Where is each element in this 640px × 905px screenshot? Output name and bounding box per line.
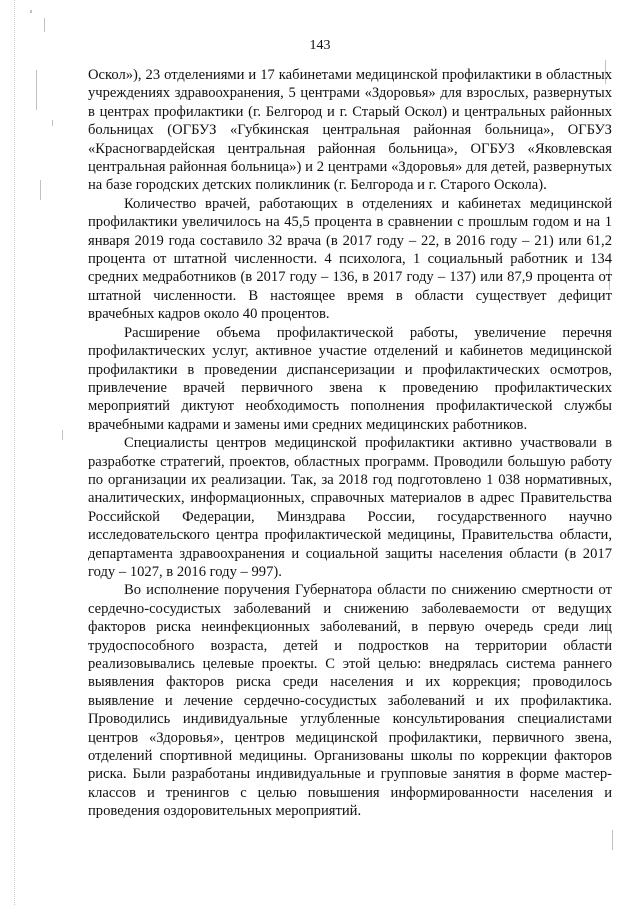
paragraph: Специалисты центров медицинской профилактики активно участвовали в разработке стратегий, проектов, областных программ. Проводили большую работу по организации их реализации. Так, за 2018 год подготовлено 1 038 нормативных, аналитических, информационных, справочных материалов в адрес Правительства Российской Федерации, Минздрава России, государственного научно исследовательского центра профилактической медицины, Правительства области, департамента здравоохранения и социальной защиты населения области (в 2017 году – 1027, в 2016 году – 997). xyxy=(88,435,612,580)
scan-noise xyxy=(44,18,45,32)
scan-noise xyxy=(62,430,63,440)
document-body xyxy=(88,66,612,821)
paragraph: Количество врачей, работающих в отделениях и кабинетах медицинской профилактики увеличилось на 45,5 процента в сравнении с прошлым годом и на 1 января 2019 года составило 32 врача (в 2017 году – 22, в 2016 году – 21) или 61,2 процента от штатной численности. 4 психолога, 1 социальный работник и 134 средних медработников (в 2017 году – 136, в 2017 году – 137) или 87,9 процента от штатной численности. В настоящее время в области существует дефицит врачебных кадров около 40 процентов. xyxy=(88,195,612,323)
scan-noise xyxy=(30,10,32,13)
page-number: 143 xyxy=(309,38,331,53)
scan-noise xyxy=(36,70,37,110)
paragraph: Расширение объема профилактической работы, увеличение перечня профилактических услуг, активное участие отделений и кабинетов медицинской профилактики в проведении диспансеризации и профилактических осмотров, привлечение врачей первичного звена к проведению профилактических мероприятий диктуют необходимость пополнения профилактической службы врачебными кадрами и замены ими средних медицинских работников. xyxy=(88,324,612,433)
scan-noise xyxy=(612,830,613,850)
paragraph: Оскол»), 23 отделениями и 17 кабинетами медицинской профилактики в областных учреждениях здравоохранения, 5 центрами «Здоровья» для взрослых, развернутых в центрах профилактики (г. Белгород и г. Старый Оскол) и центральных районных больницах (ОГБУЗ «Губкинская центральная районная больница», ОГБУЗ «Красногвардейская центральная районная больница», ОГБУЗ «Яковлевская центральная районная больница») и 2 центрами «Здоровья» для детей, развернутых на базе городских детских поликлиник (г. Белгорода и г. Старого Оскола). xyxy=(88,67,612,194)
scan-edge xyxy=(0,0,15,905)
paragraph: Во исполнение поручения Губернатора области по снижению смертности от сердечно-сосудистых заболеваний и снижению заболеваемости от ведущих факторов риска неинфекционных заболеваний, в первую очередь среди лиц трудоспособного возраста, детей и подростков на территории области реализовывались целевые проекты. С этой целью: внедрялась система раннего выявления факторов риска среди населения и их коррекция; проводилось выявление и лечение сердечно-сосудистых заболеваний и их профилактика. Проводились индивидуальные углубленные консультирования специалистами центров «Здоровья», центров медицинской профилактики, первичного звена, отделений спортивной медицины. Организованы школы по коррекции факторов риска. Были разработаны индивидуальные и групповые занятия в форме мастер-классов и тренингов с целью повышения информированности населения и проведения оздоровительных мероприятий. xyxy=(88,582,612,820)
scan-noise xyxy=(52,120,53,126)
scan-noise xyxy=(40,180,41,200)
